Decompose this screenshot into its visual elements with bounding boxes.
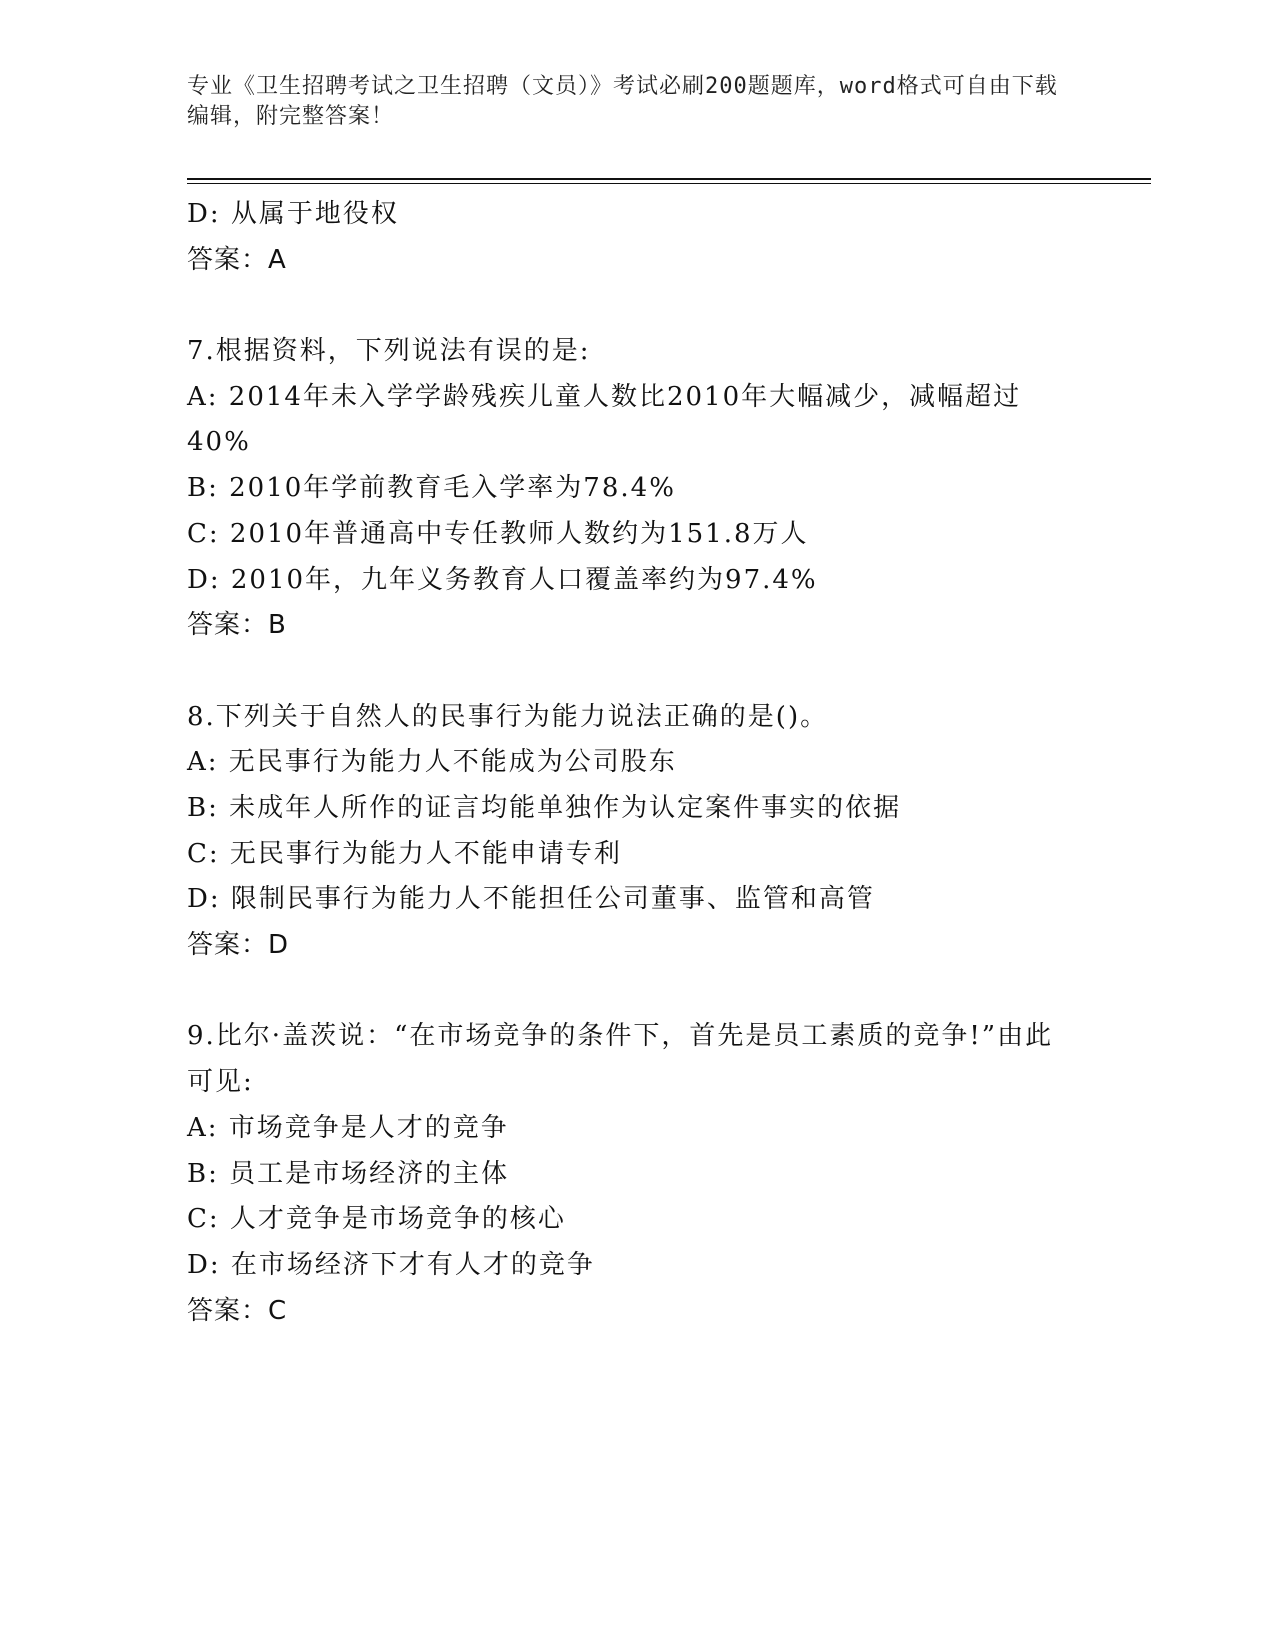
document-header: 专业《卫生招聘考试之卫生招聘（文员）》考试必刷200题题库，word格式可自由下载编辑，附完整答案！ [187, 74, 1058, 129]
question-8 [187, 695, 1067, 969]
question-stem: 8.下列关于自然人的民事行为能力说法正确的是()。 [187, 701, 829, 732]
question-option-c: C: 2010年普通高中专任教师人数约为151.8万人 [187, 518, 809, 549]
question-stem: 7.根据资料，下列说法有误的是: [187, 336, 591, 367]
prev-question-option-d: D: 从属于地役权 [187, 199, 399, 229]
header-divider-thick [187, 178, 1151, 180]
question-stem: 9.比尔·盖茨说：“在市场竞争的条件下，首先是员工素质的竞争!”由此可见: [187, 1021, 1054, 1098]
question-option-c: C: 人才竞争是市场竞争的核心 [187, 1204, 566, 1235]
question-option-a: A: 市场竞争是人才的竞争 [187, 1112, 509, 1143]
question-option-a: A: 2014年未入学学龄残疾儿童人数比2010年大幅减少，减幅超过40% [187, 381, 1022, 458]
prev-question-answer: 答案：A [187, 244, 287, 275]
question-7 [187, 329, 1067, 649]
spacer [187, 969, 1067, 1015]
question-option-d: D: 限制民事行为能力人不能担任公司董事、监管和高管 [187, 884, 875, 915]
question-option-b: B: 员工是市场经济的主体 [187, 1158, 510, 1189]
question-option-d: D: 在市场经济下才有人才的竞争 [187, 1249, 595, 1280]
spacer [187, 649, 1067, 695]
spacer [187, 283, 1067, 329]
header-divider-thin [187, 183, 1151, 184]
question-option-b: B: 未成年人所作的证言均能单独作为认定案件事实的依据 [187, 792, 902, 823]
question-option-d: D: 2010年，九年义务教育人口覆盖率约为97.4% [187, 564, 818, 595]
question-answer: 答案：D [187, 930, 290, 961]
question-answer: 答案：B [187, 610, 287, 641]
question-option-b: B: 2010年学前教育毛入学率为78.4% [187, 473, 676, 504]
question-9 [187, 1014, 1067, 1334]
question-option-a: A: 无民事行为能力人不能成为公司股东 [187, 747, 677, 778]
question-option-c: C: 无民事行为能力人不能申请专利 [187, 838, 622, 869]
question-answer: 答案：C [187, 1295, 288, 1326]
question-content [187, 192, 1067, 1334]
